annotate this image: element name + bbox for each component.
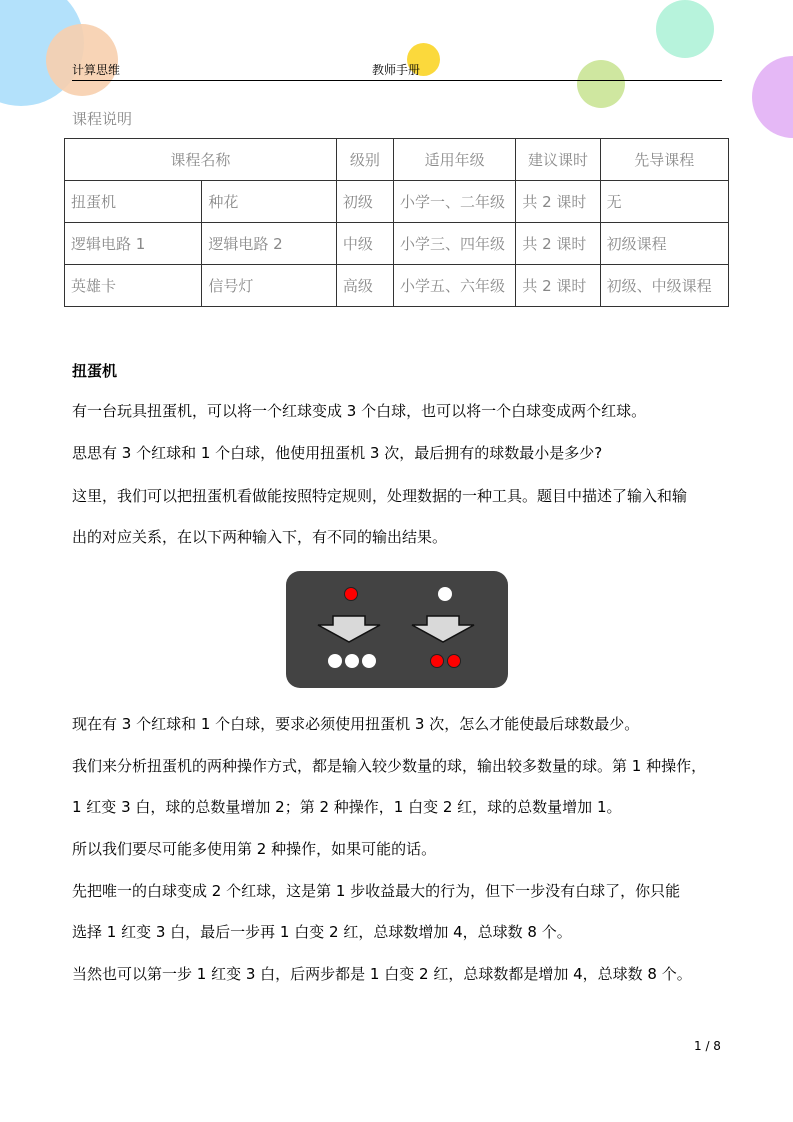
table-row [65, 181, 729, 223]
table-row [65, 223, 729, 265]
table-cell: 共 2 课时 [516, 265, 600, 307]
output-red-ball [447, 654, 461, 668]
down-arrow-icon [316, 615, 382, 643]
table-cell: 英雄卡 [65, 265, 202, 307]
header-left-title: 计算思维 [72, 63, 121, 77]
paragraph: 这里，我们可以把扭蛋机看做能按照特定规则，处理数据的一种工具。题目中描述了输入和输 [72, 487, 688, 505]
output-white-ball [345, 654, 359, 668]
table-row [65, 265, 729, 307]
table-cell: 高级 [336, 265, 393, 307]
down-arrow-icon [410, 615, 476, 643]
paragraph: 有一台玩具扭蛋机，可以将一个红球变成 3 个白球，也可以将一个白球变成两个红球。 [72, 402, 647, 420]
table-cell: 共 2 课时 [516, 223, 600, 265]
output-white-ball [328, 654, 342, 668]
paragraph: 先把唯一的白球变成 2 个红球，这是第 1 步收益最大的行为，但下一步没有白球了，你只能 [72, 882, 681, 900]
content-title: 扭蛋机 [72, 362, 118, 380]
table-cell: 逻辑电路 1 [65, 223, 202, 265]
header-center-title: 教师手册 [372, 63, 421, 77]
paragraph: 出的对应关系，在以下两种输入下，有不同的输出结果。 [72, 528, 448, 546]
paragraph: 选择 1 红变 3 白，最后一步再 1 白变 2 红，总球数增加 4，总球数 8 个。 [72, 923, 572, 941]
input-white-ball [438, 587, 452, 601]
table-header-row [65, 139, 729, 181]
table-cell: 信号灯 [202, 265, 336, 307]
page-header [72, 60, 722, 81]
page-number: 1 / 8 [694, 1039, 721, 1053]
paragraph: 所以我们要尽可能多使用第 2 种操作，如果可能的话。 [72, 840, 437, 858]
table-header-cell: 课程名称 [65, 139, 337, 181]
table-cell: 无 [600, 181, 728, 223]
machine-diagram [286, 571, 508, 688]
paragraph: 思思有 3 个红球和 1 个白球，他使用扭蛋机 3 次，最后拥有的球数最小是多少? [72, 444, 603, 462]
decorative-circle-mint [656, 0, 714, 58]
table-cell: 中级 [336, 223, 393, 265]
paragraph: 我们来分析扭蛋机的两种操作方式，都是输入较少数量的球，输出较多数量的球。第 1 种操作， [72, 757, 707, 775]
input-red-ball [344, 587, 358, 601]
table-header-cell: 适用年级 [393, 139, 515, 181]
output-red-ball [430, 654, 444, 668]
table-cell: 共 2 课时 [516, 181, 600, 223]
paragraph: 现在有 3 个红球和 1 个白球，要求必须使用扭蛋机 3 次，怎么才能使最后球数最少。 [72, 715, 640, 733]
table-cell: 初级 [336, 181, 393, 223]
course-table [64, 138, 729, 307]
table-cell: 扭蛋机 [65, 181, 202, 223]
table-header-cell: 先导课程 [600, 139, 728, 181]
table-cell: 小学三、四年级 [393, 223, 515, 265]
output-white-ball [362, 654, 376, 668]
table-header-cell: 建议课时 [516, 139, 600, 181]
table-cell: 初级、中级课程 [600, 265, 728, 307]
table-cell: 种花 [202, 181, 336, 223]
table-header-cell: 级别 [336, 139, 393, 181]
section-title: 课程说明 [72, 110, 133, 128]
paragraph: 当然也可以第一步 1 红变 3 白，后两步都是 1 白变 2 红，总球数都是增加 4，总球数 8 个。 [72, 965, 692, 983]
paragraph: 1 红变 3 白，球的总数量增加 2；第 2 种操作，1 白变 2 红，球的总数量增加 1。 [72, 798, 622, 816]
table-cell: 初级课程 [600, 223, 728, 265]
table-cell: 小学五、六年级 [393, 265, 515, 307]
decorative-circle-purple [752, 56, 793, 138]
table-cell: 小学一、二年级 [393, 181, 515, 223]
table-cell: 逻辑电路 2 [202, 223, 336, 265]
